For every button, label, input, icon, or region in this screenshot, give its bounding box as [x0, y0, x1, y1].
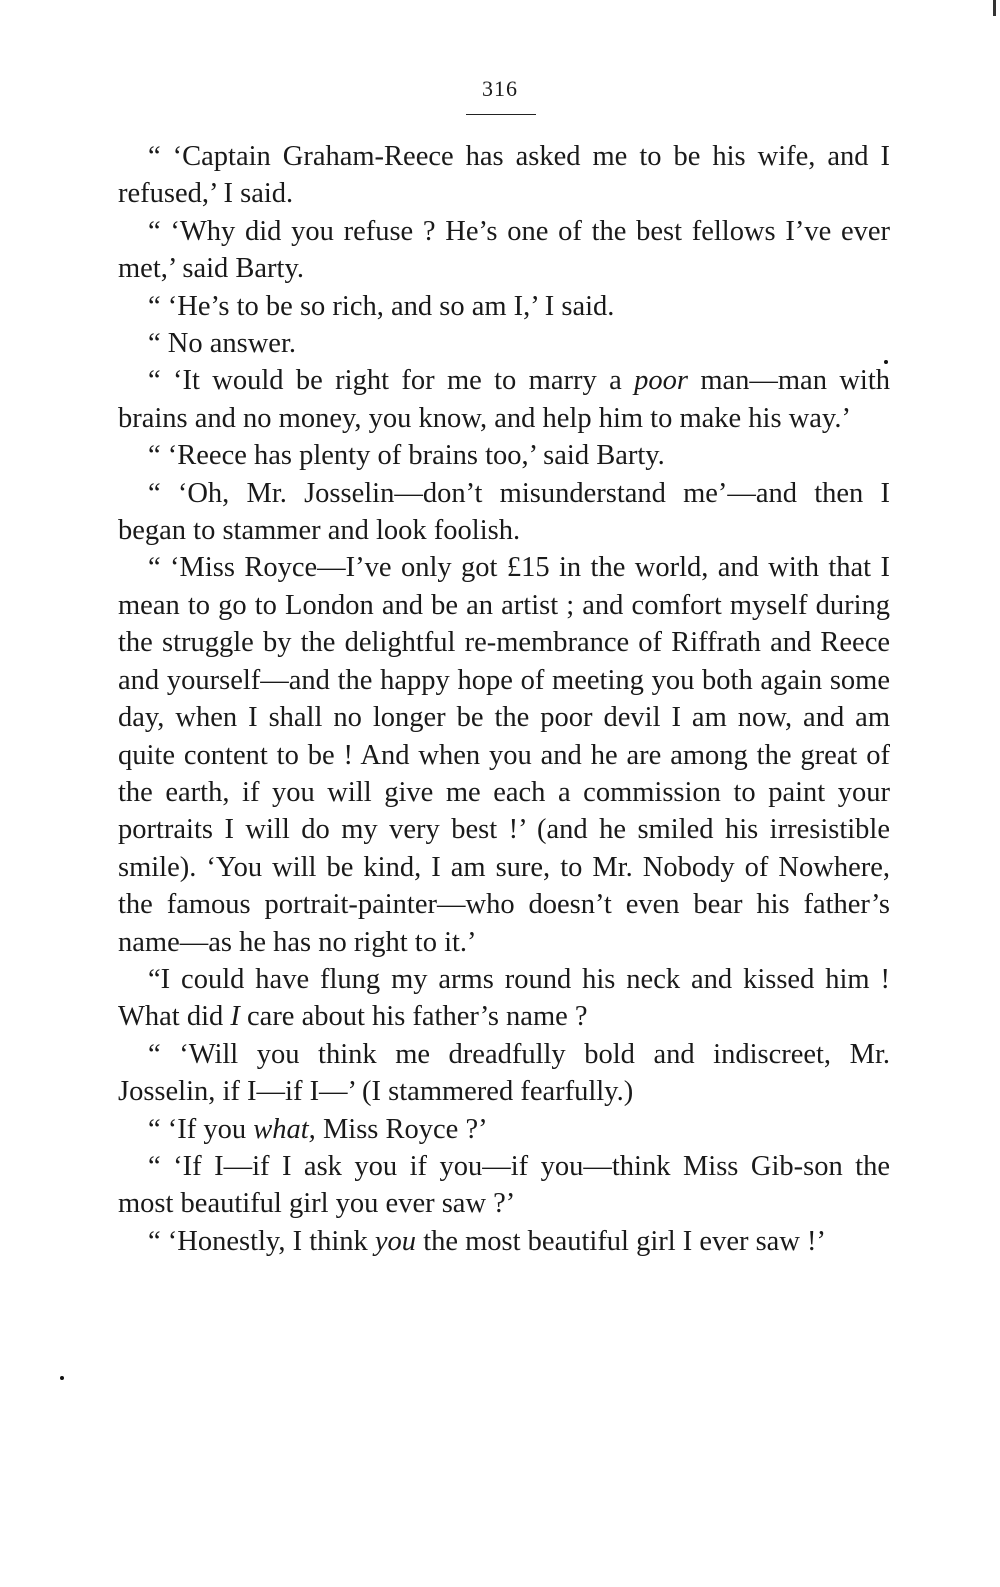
- paragraph: “ ‘Oh, Mr. Josselin—don’t misunderstand me’—and then I began to stammer and look foolish.: [118, 477, 890, 547]
- paragraph-text: care about his father’s name ?: [239, 1001, 588, 1033]
- paragraph: “ ‘Captain Graham-Reece has asked me to be his wife, and I refused,’ I said.: [118, 141, 890, 210]
- page-edge-mark: [993, 0, 996, 16]
- italic-text: poor: [634, 365, 688, 397]
- paragraph-text: “ ‘Honestly, I think: [148, 1225, 375, 1257]
- paragraph: “ ‘He’s to be so rich, and so am I,’ I said.: [148, 290, 615, 322]
- page-number: 316: [482, 76, 518, 101]
- paragraph-text: “I could have flung my arms round his neck and kissed him ! What did: [118, 963, 890, 1033]
- italic-text: I: [230, 1001, 240, 1033]
- paragraph: “ ‘If I—if I ask you if you—if you—think Miss Gib-son the most beautiful girl you ever saw ?’: [118, 1150, 890, 1220]
- paragraph: “ ‘Why did you refuse ? He’s one of the best fellows I’ve ever met,’ said Barty.: [118, 215, 890, 285]
- paragraph-text: Miss Royce ?’: [315, 1113, 488, 1145]
- italic-text: what,: [253, 1113, 316, 1145]
- body-text: [118, 138, 890, 1260]
- paragraph-text: “ ‘It would be right for me to marry a: [148, 365, 635, 397]
- header-rule: [466, 114, 536, 115]
- print-speck: [60, 1376, 64, 1380]
- paragraph: “ ‘Reece has plenty of brains too,’ said Barty.: [148, 440, 665, 472]
- paragraph: “ ‘Will you think me dreadfully bold and indiscreet, Mr. Josselin, if I—if I—’ (I stammered fearfully.): [118, 1038, 890, 1108]
- paragraph-text: the most beautiful girl I ever saw !’: [416, 1225, 827, 1257]
- paragraph: [118, 1111, 890, 1148]
- italic-text: you: [374, 1225, 417, 1257]
- paragraph-text: man—man with brains and no money, you know, and help him to make his way.’: [118, 365, 890, 434]
- paragraph-text: “ ‘If you: [148, 1113, 254, 1145]
- paragraph: [118, 362, 890, 437]
- print-speck: [884, 360, 888, 364]
- paragraph: [118, 1223, 890, 1260]
- paragraph: “ ‘Miss Royce—I’ve only got £15 in the world, and with that I mean to go to London and be an artist ; and comfort myself during the struggle by the delightful re-membrance of Riffrath and Reece and yourself—and the happy hope of meeting you both again some day, when I shall no longer be the poor devil I am now, and am quite content to be ! And when you and he are among the great of the earth, if you will give me each a commission to paint your portraits I will do my very best !’ (and he smiled his irresistible smile). ‘You will be kind, I am sure, to Mr. Nobody of Nowhere, the famous portrait-painter—who doesn’t even bear his father’s name—as he has no right to it.’: [118, 552, 890, 958]
- paragraph: “ No answer.: [148, 328, 296, 360]
- paragraph: [118, 961, 890, 1036]
